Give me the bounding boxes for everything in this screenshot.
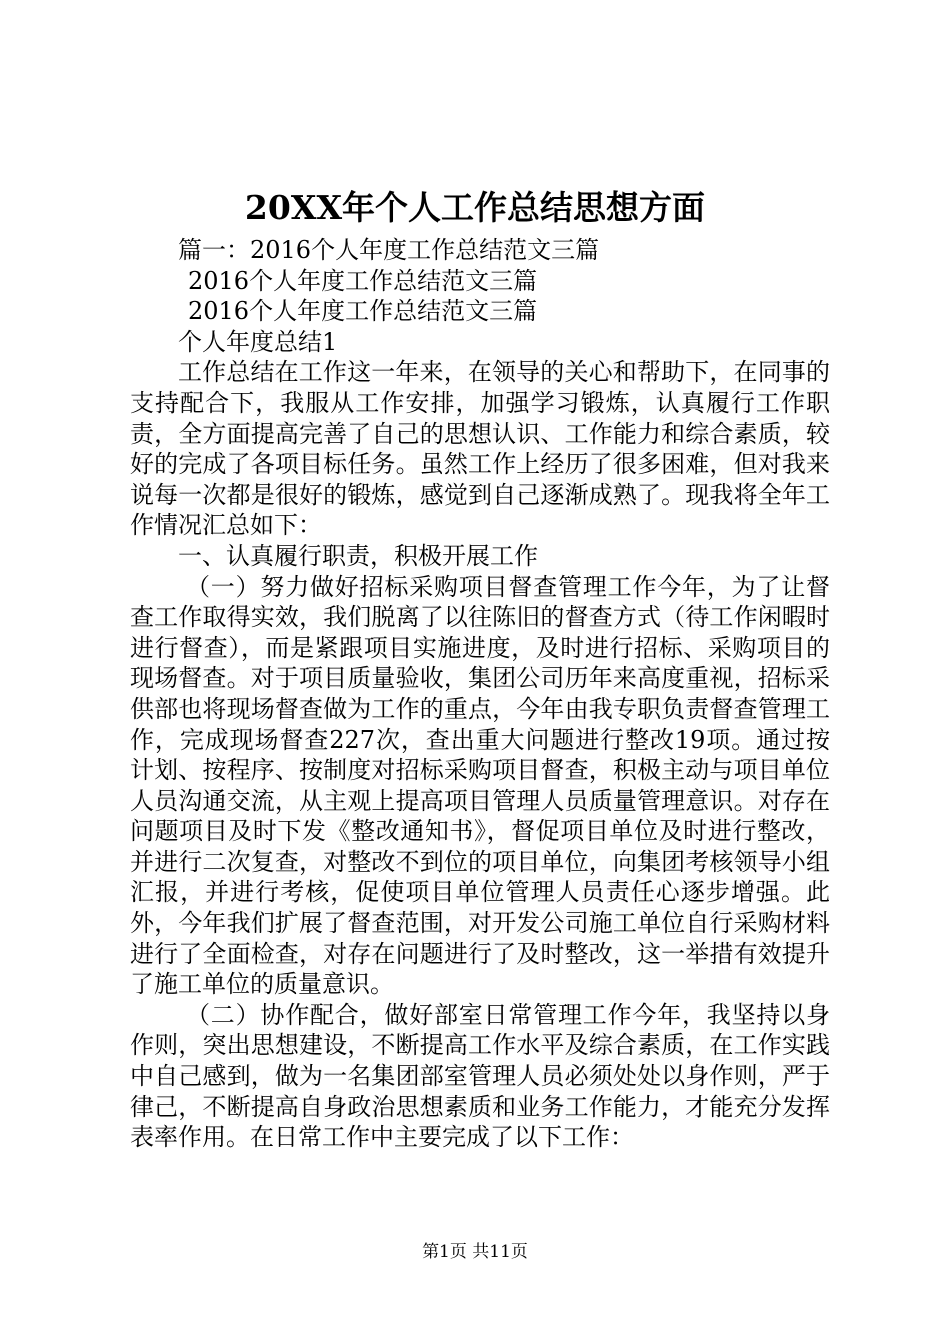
page-footer: 第1页 共11页 xyxy=(422,1242,528,1262)
paragraph-item-1: （一）努力做好招标采购项目督查管理工作今年，为了让督查工作取得实效，我们脱离了以往陈旧的督查方式（待工作闲暇时进行督查），而是紧跟项目实施进度，及时进行招标、采购项目的现场督查。对于项目质量验收，集团公司历年来高度重视，招标采供部也将现场督查做为工作的重点，今年由我专职负责督查管理工作，完成现场督查227次，查出重大问题进行整改19项。通过按计划、按程序、按制度对招标采购项目督查，积极主动与项目单位人员沟通交流，从主观上提高项目管理人员质量管理意识。对存在问题项目及时下发《整改通知书》，督促项目单位及时进行整改，并进行二次复查，对整改不到位的项目单位，向集团考核领导小组汇报，并进行考核，促使项目单位管理人员责任心逐步增强。此外，今年我们扩展了督查范围，对开发公司施工单位自行采购材料进行了全面检查，对存在问题进行了及时整改，这一举措有效提升了施工单位的质量意识。 xyxy=(130,572,830,999)
paragraph-heading-1: 篇一：2016个人年度工作总结范文三篇 xyxy=(178,236,600,264)
paragraph-summary-title: 个人年度总结1 xyxy=(178,327,338,356)
paragraph-section-1: 一、认真履行职责，积极开展工作 xyxy=(178,541,538,570)
document-body xyxy=(130,235,830,1153)
paragraph-subheading-1: 2016个人年度工作总结范文三篇 xyxy=(188,266,538,295)
paragraph-intro: 工作总结在工作这一年来，在领导的关心和帮助下，在同事的支持配合下，我服从工作安排，加强学习锻炼，认真履行工作职责，全方面提高完善了自己的思想认识、工作能力和综合素质，较好的完成了各项目标任务。虽然工作上经历了很多困难，但对我来说每一次都是很好的锻炼，感觉到自己逐渐成熟了。现我将全年工作情况汇总如下： xyxy=(130,358,830,540)
paragraph-subheading-2: 2016个人年度工作总结范文三篇 xyxy=(188,297,538,326)
paragraph-item-2: （二）协作配合，做好部室日常管理工作今年，我坚持以身作则，突出思想建设，不断提高工作水平及综合素质，在工作实践中自己感到，做为一名集团部室管理人员必须处处以身作则，严于律己，不断提高自身政治思想素质和业务工作能力，才能充分发挥表率作用。在日常工作中主要完成了以下工作： xyxy=(130,1000,830,1152)
document-title: 20XX年个人工作总结思想方面 xyxy=(244,188,706,227)
